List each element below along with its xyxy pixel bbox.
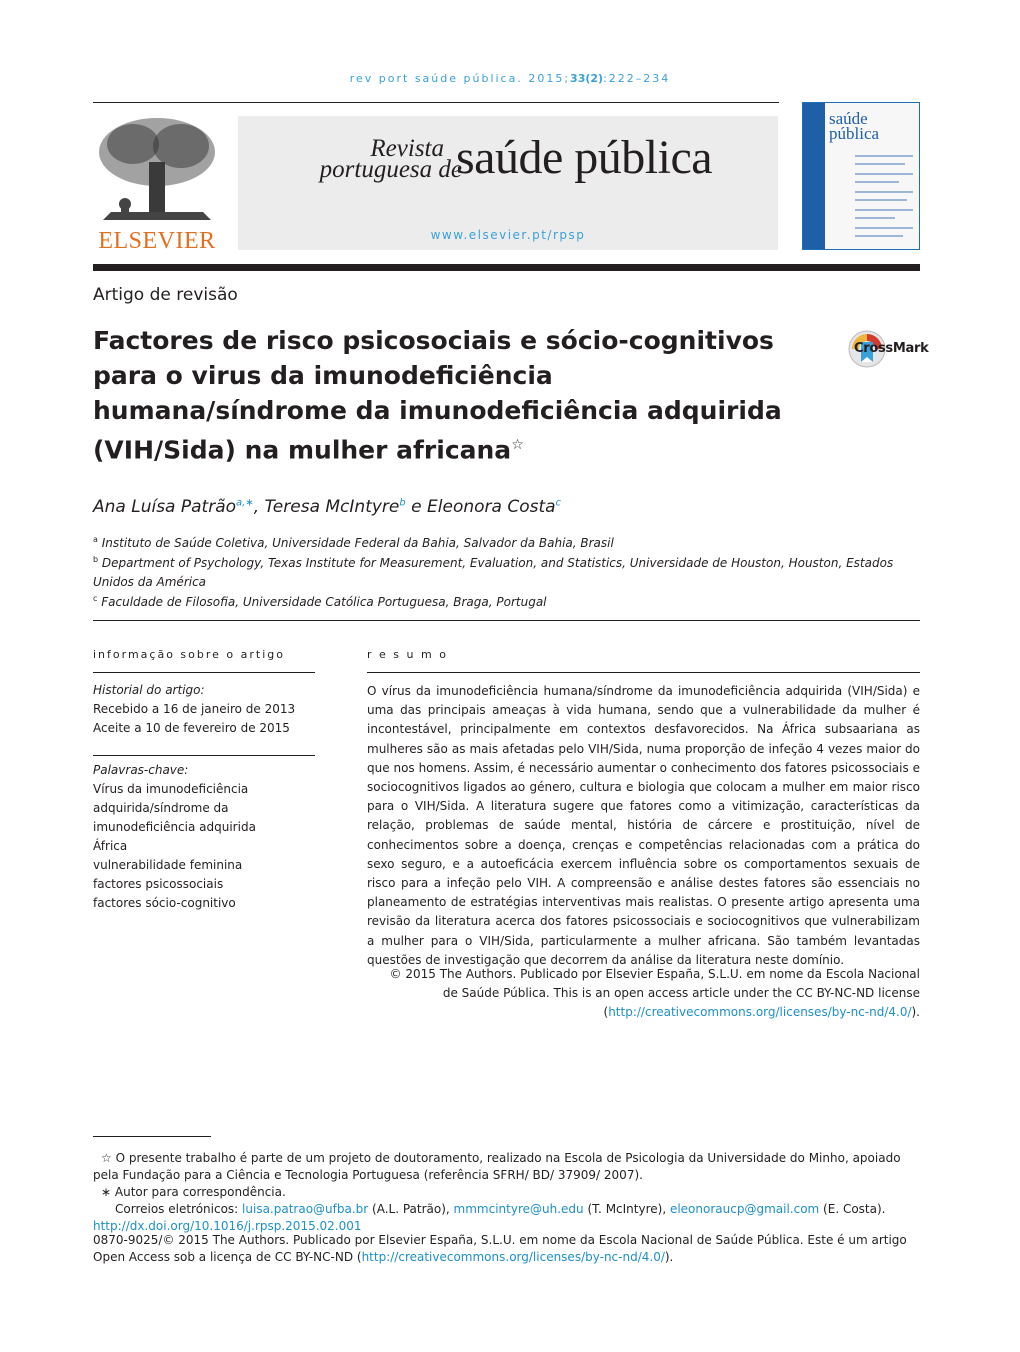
abstract-text: O vírus da imunodeficiência humana/síndrome da imunodeficiência adquirida (VIH/Sida) e uma das principais ameaças à vida humana, sendo que a vulnerabilidade da mulher é incontestável, principalmente em contextos desfavorecidos. Na África subsaariana as mulheres são as mais afetadas pelo VIH/Sida, numa proporção de infeção 4 vezes maior do que nos homens. Assim, é necessário aumentar o conhecimento dos fatores psicossociais e sociocognitivos ligados ao género, cultura e biologia que colocam a mulher em maior risco para o VIH/Sida. A literatura sugere que fatores como a vitimização, características da relação, problemas de saúde mental, história de cárcere e prostituição, nível de conhecimentos sobre a doença, crenças e competências relacionadas com a prática do sexo seguro, e a autoeficácia exercem influência sobre os comportamentos sexuais de risco para a infeção pelo VIH. A compreensão e análise destes fatores são essenciais no planeamento de estratégias interventivas mais realistas. O presente artigo apresenta uma revisão da literatura acerca dos fatores psicossociais e sociocognitivos que vulnerabilizam a mulher para o VIH/Sida, particularmente a mulher africana. São também levantadas questões de investigação que decorrem da análise da literatura neste domínio. <box>367 684 920 967</box>
affiliation <box>93 550 923 592</box>
article-history <box>93 681 315 738</box>
email-link[interactable]: eleonoraucp@gmail.com <box>669 1202 820 1216</box>
affiliation-text: Instituto de Saúde Coletiva, Universidade Federal da Bahia, Salvador da Bahia, Brasil <box>101 536 614 550</box>
keyword: África <box>93 839 128 853</box>
emails-label: Correios eletrónicos: <box>115 1202 243 1216</box>
keywords <box>93 761 315 913</box>
email-link[interactable]: luisa.patrao@ufba.br <box>242 1202 369 1216</box>
author-affiliation-marker[interactable]: b <box>399 497 406 509</box>
journal-line2: portuguesa de <box>319 156 462 183</box>
abstract-heading: r e s u m o <box>367 648 448 661</box>
abstract-rule <box>367 672 920 673</box>
journal-line1: Revista <box>370 135 444 162</box>
author-name: Eleonora Costa <box>427 497 556 517</box>
title-line4: (VIH/Sida) na mulher africana <box>93 435 512 465</box>
crossmark-label[interactable]: CrossMark <box>854 341 929 356</box>
journal-name-large: saúde pública <box>456 131 713 184</box>
license-link[interactable]: http://creativecommons.org/licenses/by-nc-nd/4.0/ <box>608 1005 912 1020</box>
author-name: Teresa McIntyre <box>264 497 400 517</box>
article-title <box>93 323 783 467</box>
author-emails <box>93 1201 920 1218</box>
keywords-rule <box>93 755 315 756</box>
affiliation-rule <box>93 620 920 621</box>
footnote-funding <box>93 1150 920 1184</box>
author-list <box>93 497 561 517</box>
journal-name-small <box>292 135 462 183</box>
accepted-date: Aceite a 10 de fevereiro de 2015 <box>93 721 290 735</box>
footnote-rule <box>93 1136 211 1137</box>
running-head-volume: 33(2) <box>570 72 604 85</box>
affiliation-marker: b <box>93 555 99 564</box>
header-rule <box>93 102 779 103</box>
title-footnote-star[interactable]: ☆ <box>511 437 524 453</box>
affiliation-marker: a <box>93 535 98 544</box>
running-head <box>0 72 1020 85</box>
title-line1: Factores de risco psicosociais e sócio-cognitivos <box>93 326 774 355</box>
keywords-label: Palavras-chave: <box>93 763 189 777</box>
copyright-paren: ( <box>603 1005 609 1020</box>
doi-link[interactable]: http://dx.doi.org/10.1016/j.rpsp.2015.02.001 <box>93 1219 362 1233</box>
title-line3: humana/síndrome da imunodeficiência adquirida <box>93 396 782 425</box>
title-line2: para o virus da imunodeficiência <box>93 361 553 390</box>
abstract-copyright <box>367 965 920 1023</box>
footnote-asterisk: ∗ <box>101 1185 112 1199</box>
history-label: Historial do artigo: <box>93 683 205 697</box>
cover-title-line1: saúde <box>829 109 868 128</box>
affiliation-text: Department of Psychology, Texas Institute for Measurement, Evaluation, and Statistics, Universidade de Houston, Houston, Estados Unidos da América <box>93 556 894 589</box>
keyword: adquirida/síndrome da <box>93 801 229 815</box>
email-owner: (A.L. Patrão), <box>368 1202 454 1216</box>
license-text: 0870-9025/© 2015 The Authors. Publicado por Elsevier España, S.L.U. em nome da Escola Nacional de Saúde Pública. Este é um artigo Open Access sob a licença de CC BY-NC-ND ( <box>93 1233 907 1264</box>
author-separator: , <box>253 497 265 517</box>
email-link[interactable]: mmmcintyre@uh.edu <box>453 1202 584 1216</box>
email-owner: (T. McIntyre), <box>583 1202 670 1216</box>
keyword: factores sócio-cognitivo <box>93 896 236 910</box>
license-link[interactable]: http://creativecommons.org/licenses/by-nc-nd/4.0/ <box>361 1250 665 1264</box>
author-affiliation-marker[interactable]: a,∗ <box>236 497 254 509</box>
footnote-star: ☆ <box>101 1151 112 1165</box>
header-thick-rule <box>93 264 920 271</box>
cover-title-line2: pública <box>829 124 880 143</box>
keyword: Vírus da imunodeficiência <box>93 782 249 796</box>
cover-title <box>829 111 879 141</box>
license-statement <box>93 1232 920 1266</box>
copyright-paren: ). <box>911 1005 920 1020</box>
keyword: factores psicossociais <box>93 877 224 891</box>
author-affiliation-marker[interactable]: c <box>555 497 562 509</box>
journal-cover-thumbnail <box>802 102 920 250</box>
cover-band <box>803 103 825 249</box>
footnote-funding-text: O presente trabalho é parte de um projeto de doutoramento, realizado na Escola de Psicologia da Universidade do Minho, apoiado pela Fundação para a Ciência e Tecnologia Portuguesa (referência SFRH/ BD/ 37909/ 2007). <box>93 1151 901 1182</box>
article-info-rule <box>93 672 315 673</box>
running-head-pages: :222–234 <box>603 72 671 85</box>
running-head-prefix: rev port saúde pública. 2015; <box>349 72 571 85</box>
affiliation <box>93 589 923 612</box>
copyright-line1: © 2015 The Authors. Publicado por Elsevier España, S.L.U. em nome da Escola Nacional <box>389 967 920 981</box>
keyword: vulnerabilidade feminina <box>93 858 243 872</box>
affiliation-marker: c <box>93 594 98 603</box>
footnote-corresponding <box>93 1184 920 1201</box>
elsevier-wordmark: ELSEVIER <box>98 228 216 254</box>
affiliation-text: Faculdade de Filosofia, Universidade Católica Portuguesa, Braga, Portugal <box>101 595 547 609</box>
article-type: Artigo de revisão <box>93 285 238 305</box>
article-info-heading: informação sobre o artigo <box>93 648 285 661</box>
keyword: imunodeficiência adquirida <box>93 820 256 834</box>
footnote-corresponding-text: Autor para correspondência. <box>114 1185 286 1199</box>
author-name: Ana Luísa Patrão <box>93 497 237 517</box>
journal-url[interactable]: www.elsevier.pt/rpsp <box>430 228 586 242</box>
copyright-line2: de Saúde Pública. This is an open access article under the CC BY-NC-ND license <box>442 986 920 1001</box>
email-owner: (E. Costa). <box>819 1202 886 1216</box>
received-date: Recebido a 16 de janeiro de 2013 <box>93 702 296 716</box>
license-paren: ). <box>664 1250 674 1264</box>
author-separator: e <box>405 497 428 517</box>
